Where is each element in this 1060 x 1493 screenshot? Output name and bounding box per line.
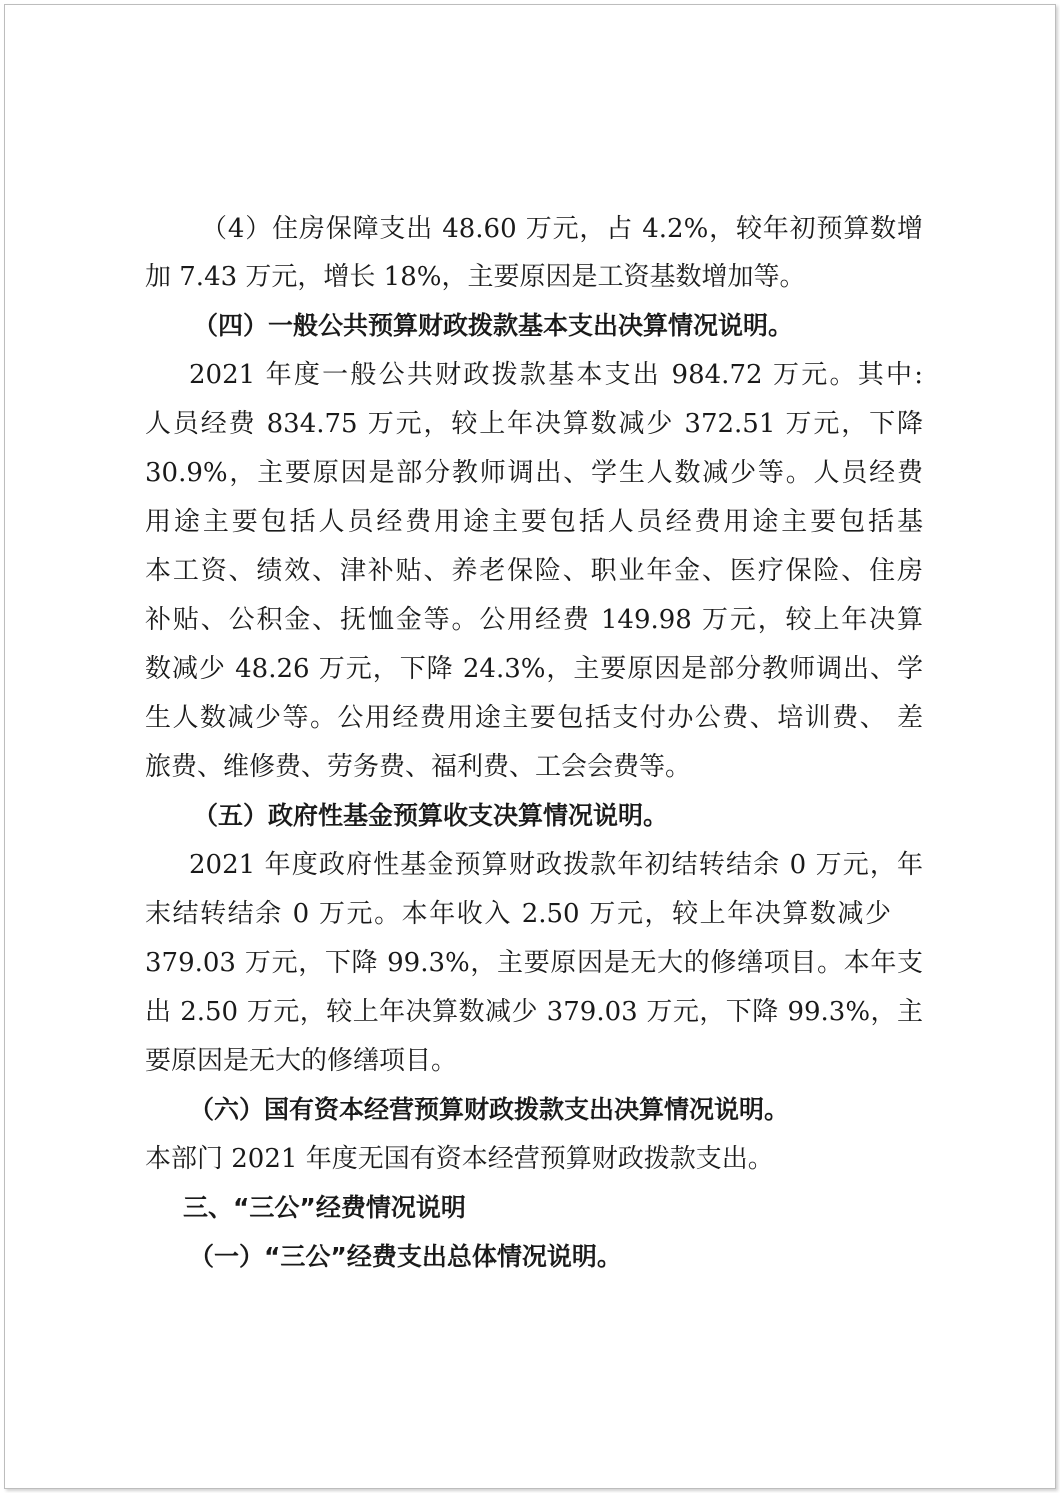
document-page — [4, 4, 1056, 1489]
paragraph-line: 末结转结余 0 万元。本年收入 2.50 万元，较上年决算数减少 — [145, 899, 891, 929]
paragraph-line: 用途主要包括人员经费用途主要包括人员经费用途主要包括基 — [145, 507, 923, 537]
paragraph-line: 本部门 2021 年度无国有资本经营预算财政拨款支出。 — [145, 1144, 774, 1174]
paragraph-line: （4）住房保障支出 48.60 万元，占 4.2%，较年初预算数增 — [201, 214, 923, 244]
paragraph-line: 2021 年度政府性基金预算财政拨款年初结转结余 0 万元，年 — [189, 850, 923, 880]
paragraph-line: 补贴、公积金、抚恤金等。公用经费 149.98 万元，较上年决算 — [145, 605, 923, 635]
section-heading: （五）政府性基金预算收支决算情况说明。 — [193, 801, 669, 830]
section-heading: （四）一般公共预算财政拨款基本支出决算情况说明。 — [193, 311, 794, 340]
paragraph-line: 要原因是无大的修缮项目。 — [145, 1046, 458, 1076]
paragraph-line: 旅费、维修费、劳务费、福利费、工会会费等。 — [145, 752, 692, 782]
paragraph-line: 人员经费 834.75 万元，较上年决算数减少 372.51 万元，下降 — [145, 409, 923, 439]
section-heading: （一）“三公”经费支出总体情况说明。 — [189, 1242, 622, 1271]
section-heading: （六）国有资本经营预算财政拨款支出决算情况说明。 — [189, 1095, 790, 1124]
chapter-heading: 三、“三公”经费情况说明 — [183, 1193, 466, 1222]
paragraph-line: 出 2.50 万元，较上年决算数减少 379.03 万元，下降 99.3%，主 — [145, 997, 923, 1027]
paragraph-line: 数减少 48.26 万元，下降 24.3%，主要原因是部分教师调出、学 — [145, 654, 923, 684]
paragraph-line: 本工资、绩效、津补贴、养老保险、职业年金、医疗保险、住房 — [145, 556, 923, 586]
paragraph-line: 30.9%，主要原因是部分教师调出、学生人数减少等。人员经费 — [145, 458, 923, 488]
paragraph-line: 生人数减少等。公用经费用途主要包括支付办公费、培训费、 差 — [145, 703, 923, 733]
paragraph-line: 2021 年度一般公共财政拨款基本支出 984.72 万元。其中: — [189, 360, 923, 390]
paragraph-line: 加 7.43 万元，增长 18%，主要原因是工资基数增加等。 — [145, 262, 806, 292]
paragraph-line: 379.03 万元，下降 99.3%，主要原因是无大的修缮项目。本年支 — [145, 948, 923, 978]
